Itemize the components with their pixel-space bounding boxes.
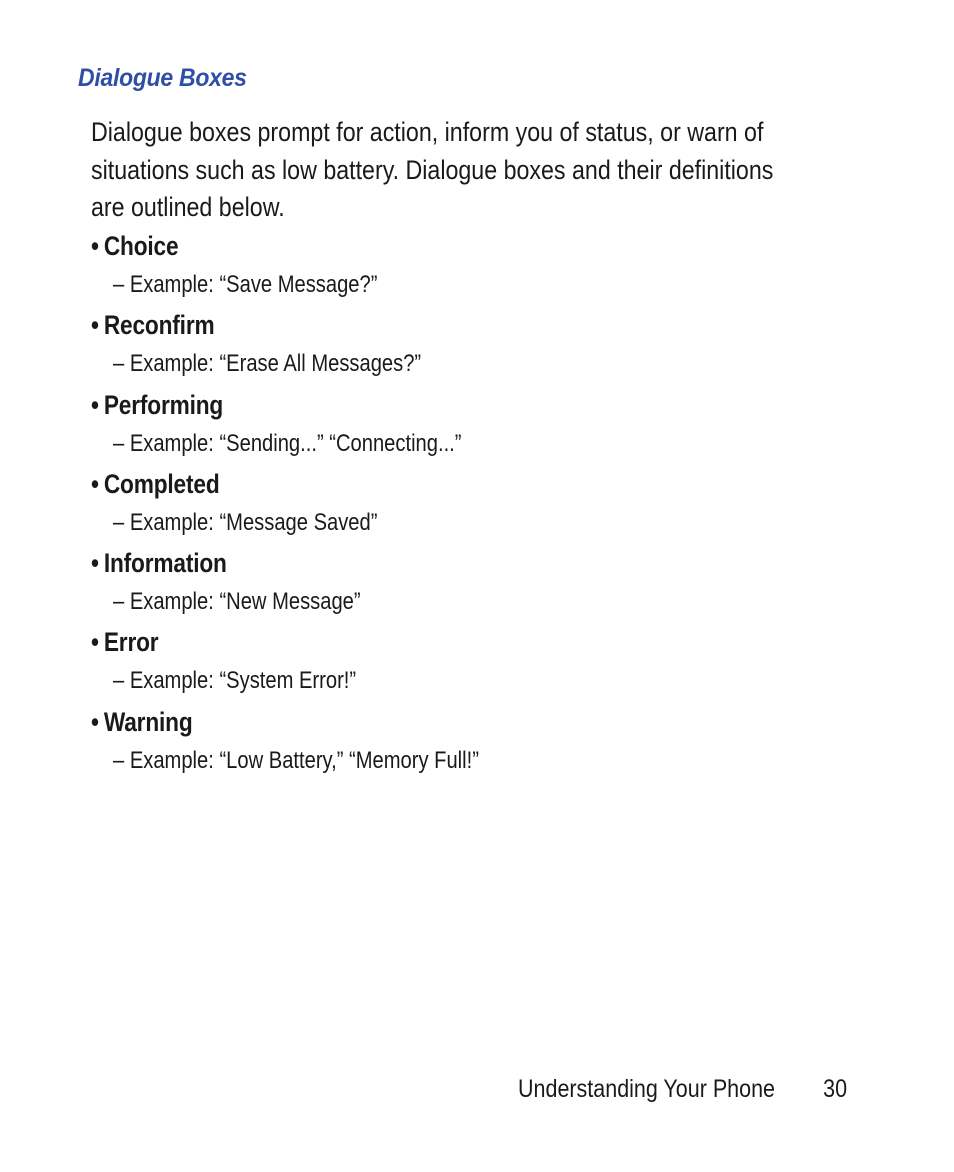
bullet-icon: • — [91, 231, 99, 261]
item-title: Performing — [103, 389, 224, 420]
bullet-icon: • — [91, 468, 99, 499]
item-example: – Example: “Message Saved” — [113, 508, 378, 536]
item-title: Information — [103, 548, 227, 579]
item-example: – Example: “Erase All Messages?” — [113, 350, 422, 378]
bullet-icon: • — [91, 706, 99, 737]
item-title: Completed — [103, 468, 220, 499]
item-example: – Example: “Save Message?” — [113, 271, 378, 298]
item-example: – Example: “Sending...” “Connecting...” — [113, 429, 462, 457]
bullet-icon: • — [91, 627, 99, 658]
item-example: – Example: “Low Battery,” “Memory Full!” — [113, 746, 479, 774]
item-example: – Example: “System Error!” — [113, 667, 357, 695]
page-footer — [518, 1075, 847, 1104]
item-example: – Example: “New Message” — [113, 588, 361, 616]
item-title: Choice — [103, 231, 179, 261]
bullet-icon: • — [91, 389, 99, 420]
item-title: Reconfirm — [103, 310, 215, 341]
item-title: Warning — [103, 706, 193, 737]
footer-section-name: Understanding Your Phone — [518, 1075, 776, 1103]
section-heading: Dialogue Boxes — [78, 64, 247, 92]
intro-paragraph: Dialogue boxes prompt for action, inform you of status, or warn of situations such as low battery. Dialogue boxes and their definitions are outlined below. — [91, 117, 774, 222]
item-title: Error — [103, 627, 159, 658]
bullet-icon: • — [91, 310, 99, 341]
bullet-icon: • — [91, 548, 99, 579]
page-number: 30 — [823, 1075, 848, 1103]
